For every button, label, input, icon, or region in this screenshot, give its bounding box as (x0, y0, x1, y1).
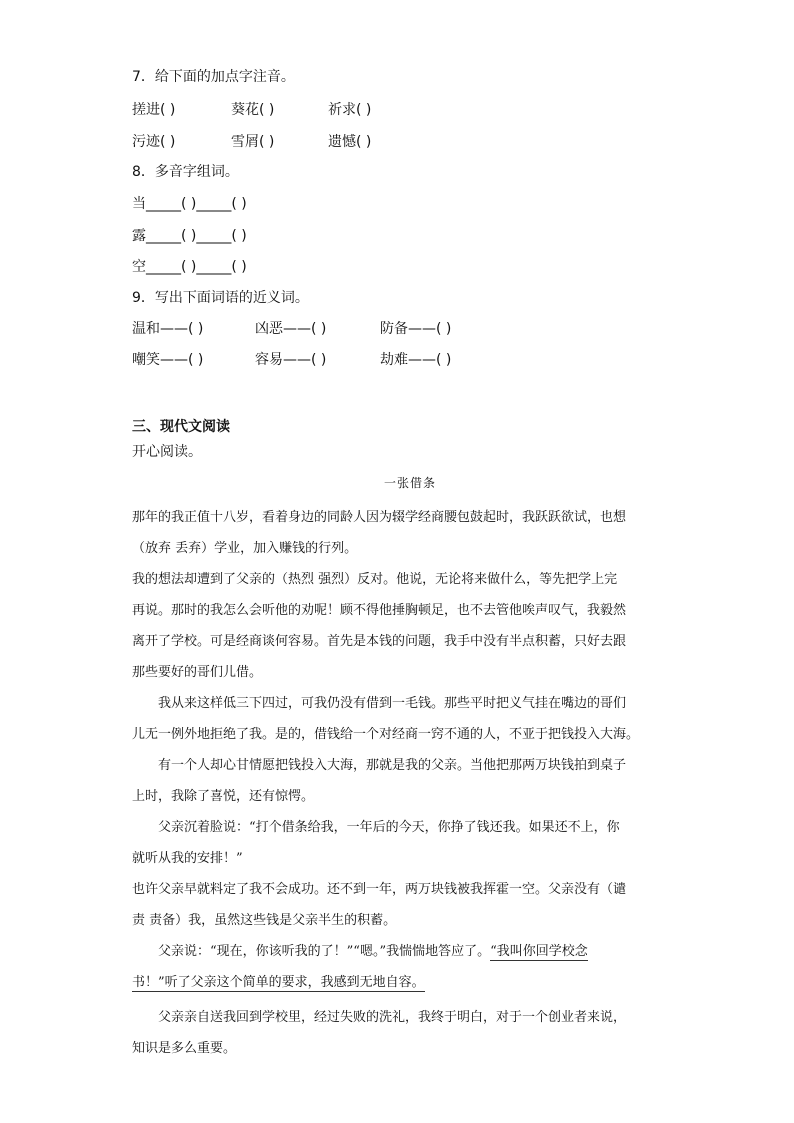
q9-item: 劫难——( ) (380, 352, 452, 368)
passage-line: 就听从我的安排！” (132, 851, 243, 866)
q9-item: 防备——( ) (380, 321, 452, 337)
q7-prompt: 7．给下面的加点字注音。 (132, 69, 295, 85)
q7-item: 祈求( ) (328, 102, 372, 118)
q8-row: 露_____( )_____( ) (132, 228, 247, 244)
q9-item: 嘲笑——( ) (132, 352, 204, 368)
passage-line: 那些要好的哥们儿借。 (132, 665, 263, 680)
passage-title: 一张借条 (384, 476, 437, 490)
passage-line (158, 940, 588, 959)
passage-line: 也许父亲早就料定了我不会成功。还不到一年，两万块钱被我挥霍一空。父亲没有（谴 (132, 882, 627, 897)
passage-line: 那年的我正值十八岁，看着身边的同龄人因为辍学经商腰包鼓起时，我跃跃欲试，也想 (132, 510, 627, 525)
passage-line: 上时，我除了喜悦，还有惊愕。 (132, 789, 315, 804)
passage-line: （放弃 丢弃）学业，加入赚钱的行列。 (132, 541, 358, 556)
section-heading: 三、现代文阅读 (132, 419, 230, 435)
passage-line: 父亲沉着脸说：“打个借条给我，一年后的今天，你挣了钱还我。如果还不上，你 (158, 820, 620, 835)
q7-item: 污迹( ) (132, 134, 176, 150)
passage-line: 儿无一例外地拒绝了我。是的，借钱给一个对经商一窍不通的人，不亚于把钱投入大海。 (132, 727, 640, 742)
passage-text: 父亲说：“现在，你该听我的了！”“嗯。”我惴惴地答应了。 (158, 944, 491, 959)
passage-line: 再说。那时的我怎么会听他的劝呢！顾不得他捶胸顿足，也不去管他唉声叹气，我毅然 (132, 603, 627, 618)
q8-row: 空_____( )_____( ) (132, 259, 247, 275)
underlined-sentence: “我叫你回学校念 (490, 944, 588, 959)
passage-line: 有一个人却心甘情愿把钱投入大海，那就是我的父亲。当他把那两万块钱拍到桌子 (158, 758, 627, 773)
passage-line: 父亲亲自送我回到学校里，经过失败的洗礼，我终于明白，对于一个创业者来说， (158, 1010, 627, 1025)
passage-line: 我的想法却遭到了父亲的（热烈 强烈）反对。他说，无论将来做什么，等先把学上完 (132, 572, 618, 587)
q7-item: 葵花( ) (231, 102, 275, 118)
q7-item: 搓进( ) (132, 102, 176, 118)
passage-line: 离开了学校。可是经商谈何容易。首先是本钱的问题，我手中没有半点积蓄，只好去跟 (132, 634, 627, 649)
q9-item: 温和——( ) (132, 321, 204, 337)
q8-prompt: 8．多音字组词。 (132, 164, 239, 180)
q9-item: 凶恶——( ) (255, 321, 327, 337)
passage-line (132, 971, 425, 990)
passage-line: 我从来这样低三下四过，可我仍没有借到一毛钱。那些平时把义气挂在嘴边的哥们 (158, 696, 627, 711)
q8-row: 当_____( )_____( ) (132, 196, 247, 212)
passage-line: 知识是多么重要。 (132, 1041, 237, 1056)
q7-item: 遗憾( ) (328, 134, 372, 150)
q9-prompt: 9．写出下面词语的近义词。 (132, 290, 309, 306)
passage-line: 责 责备）我，虽然这些钱是父亲半生的积蓄。 (132, 913, 397, 928)
underlined-sentence: 书！”听了父亲这个简单的要求，我感到无地自容。 (132, 975, 425, 990)
section-instruction: 开心阅读。 (132, 444, 202, 460)
q7-item: 雪屑( ) (231, 134, 275, 150)
q9-item: 容易——( ) (255, 352, 327, 368)
